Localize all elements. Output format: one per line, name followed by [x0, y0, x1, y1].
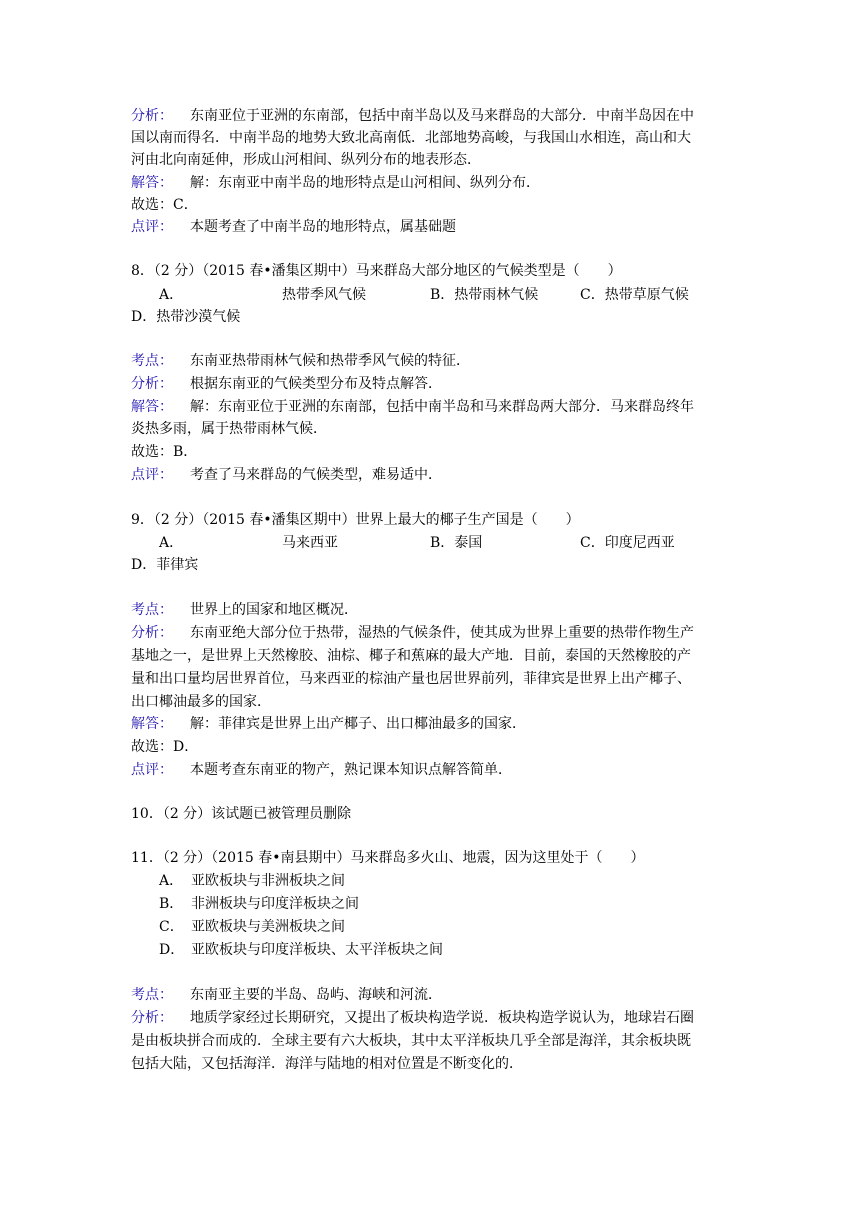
- q9-point: 考点： 世界上的国家和地区概况．: [131, 599, 731, 621]
- q8-answer-line-2: 炎热多雨，属于热带雨林气候．: [131, 421, 327, 437]
- q11-point: 考点： 东南亚主要的半岛、岛屿、海峡和河流．: [131, 984, 731, 1006]
- point-label: 考点：: [131, 987, 173, 1003]
- q11-stem: 11．（2 分）（2015 春•南县期中）马来群岛多火山、地震，因为这里处于（ ）: [131, 850, 645, 866]
- q9-option-c: C．印度尼西亚: [580, 535, 675, 551]
- q7-analysis-line-2: 国以南而得名．中南半岛的地势大致北高南低．北部地势高峻，与我国山水相连，高山和大: [131, 130, 691, 146]
- answer-label: 解答：: [131, 175, 173, 191]
- point-label: 考点：: [131, 353, 173, 369]
- analysis-label: 分析：: [131, 625, 173, 641]
- q8-point: 考点： 东南亚热带雨林气候和热带季风气候的特征．: [131, 350, 731, 372]
- q8-option-d: D．热带沙漠气候: [131, 309, 241, 325]
- q10-stem: 10．（2 分）该试题已被管理员删除: [131, 806, 352, 822]
- q8-stem: 8．（2 分）（2015 春•潘集区期中）马来群岛大部分地区的气候类型是（ ）: [131, 263, 622, 279]
- q11-option-d-letter: D．: [159, 942, 185, 958]
- q11-option-c-text: 亚欧板块与美洲板块之间: [191, 919, 345, 935]
- q7-choice: 故选：C．: [131, 197, 198, 213]
- q7-analysis-line-1: 分析： 东南亚位于亚洲的东南部，包括中南半岛以及马来群岛的大部分．中南半岛因在中: [131, 105, 731, 127]
- analysis-label: 分析：: [131, 108, 173, 124]
- q9-option-d: D．菲律宾: [131, 557, 199, 573]
- q9-analysis-line-2: 基地之一，是世界上天然橡胶、油棕、椰子和蕉麻的最大产地．目前，泰国的天然橡胶的产: [131, 648, 691, 664]
- analysis-label: 分析：: [131, 1010, 173, 1026]
- q11-analysis-line-3: 包括大陆，又包括海洋．海洋与陆地的相对位置是不断变化的．: [131, 1056, 523, 1072]
- q11-analysis-line-1: 分析： 地质学家经过长期研究，又提出了板块构造学说．板块构造学说认为，地球岩石圈: [131, 1007, 731, 1029]
- q8-choice: 故选：B．: [131, 444, 198, 460]
- q11-option-c-letter: C．: [159, 919, 184, 935]
- q11-option-b-letter: B．: [159, 896, 184, 912]
- analysis-label: 分析：: [131, 376, 173, 392]
- answer-label: 解答：: [131, 716, 173, 732]
- answer-label: 解答：: [131, 399, 173, 415]
- q11-analysis-line-2: 是由板块拼合而成的．全球主要有六大板块，其中太平洋板块几乎全部是海洋，其余板块既: [131, 1033, 691, 1049]
- q11-option-b-text: 非洲板块与印度洋板块之间: [191, 896, 359, 912]
- q7-analysis-line-3: 河由北向南延伸，形成山河相间、纵列分布的地表形态．: [131, 152, 481, 168]
- q8-option-a-text: 热带季风气候: [282, 287, 366, 303]
- q9-analysis-line-3: 量和出口量均居世界首位，马来西亚的棕油产量也居世界前列，菲律宾是世界上出产椰子、: [131, 671, 691, 687]
- q7-comment: 点评： 本题考查了中南半岛的地形特点，属基础题: [131, 216, 731, 238]
- q9-option-a-text: 马来西亚: [282, 535, 338, 551]
- point-label: 考点：: [131, 602, 173, 618]
- q8-option-c: C．热带草原气候: [580, 287, 689, 303]
- q9-choice: 故选：D．: [131, 739, 199, 755]
- q8-option-a-letter: A．: [159, 287, 184, 303]
- q11-option-d-text: 亚欧板块与印度洋板块、太平洋板块之间: [191, 942, 443, 958]
- q7-answer: 解答： 解：东南亚中南半岛的地形特点是山河相间、纵列分布．: [131, 172, 731, 194]
- q8-option-b: B．热带雨林气候: [430, 287, 539, 303]
- q9-stem: 9．（2 分）（2015 春•潘集区期中）世界上最大的椰子生产国是（ ）: [131, 512, 580, 528]
- q9-answer: 解答： 解：菲律宾是世界上出产椰子、出口椰油最多的国家．: [131, 713, 731, 735]
- comment-label: 点评：: [131, 467, 173, 483]
- q8-analysis: 分析： 根据东南亚的气候类型分布及特点解答．: [131, 373, 731, 395]
- q8-answer-line-1: 解答： 解：东南亚位于亚洲的东南部，包括中南半岛和马来群岛两大部分．马来群岛终年: [131, 396, 731, 418]
- q9-analysis-line-4: 出口椰油最多的国家．: [131, 694, 271, 710]
- q8-comment: 点评： 考查了马来群岛的气候类型，难易适中．: [131, 464, 731, 486]
- q11-option-a-text: 亚欧板块与非洲板块之间: [191, 873, 345, 889]
- q11-option-a-letter: A．: [159, 873, 184, 889]
- q9-option-b: B．泰国: [430, 535, 483, 551]
- comment-label: 点评：: [131, 762, 173, 778]
- comment-label: 点评：: [131, 219, 173, 235]
- q9-option-a-letter: A．: [159, 535, 184, 551]
- q9-comment: 点评： 本题考查东南亚的物产，熟记课本知识点解答简单．: [131, 759, 731, 781]
- q9-analysis-line-1: 分析： 东南亚绝大部分位于热带，湿热的气候条件，使其成为世界上重要的热带作物生产: [131, 622, 731, 644]
